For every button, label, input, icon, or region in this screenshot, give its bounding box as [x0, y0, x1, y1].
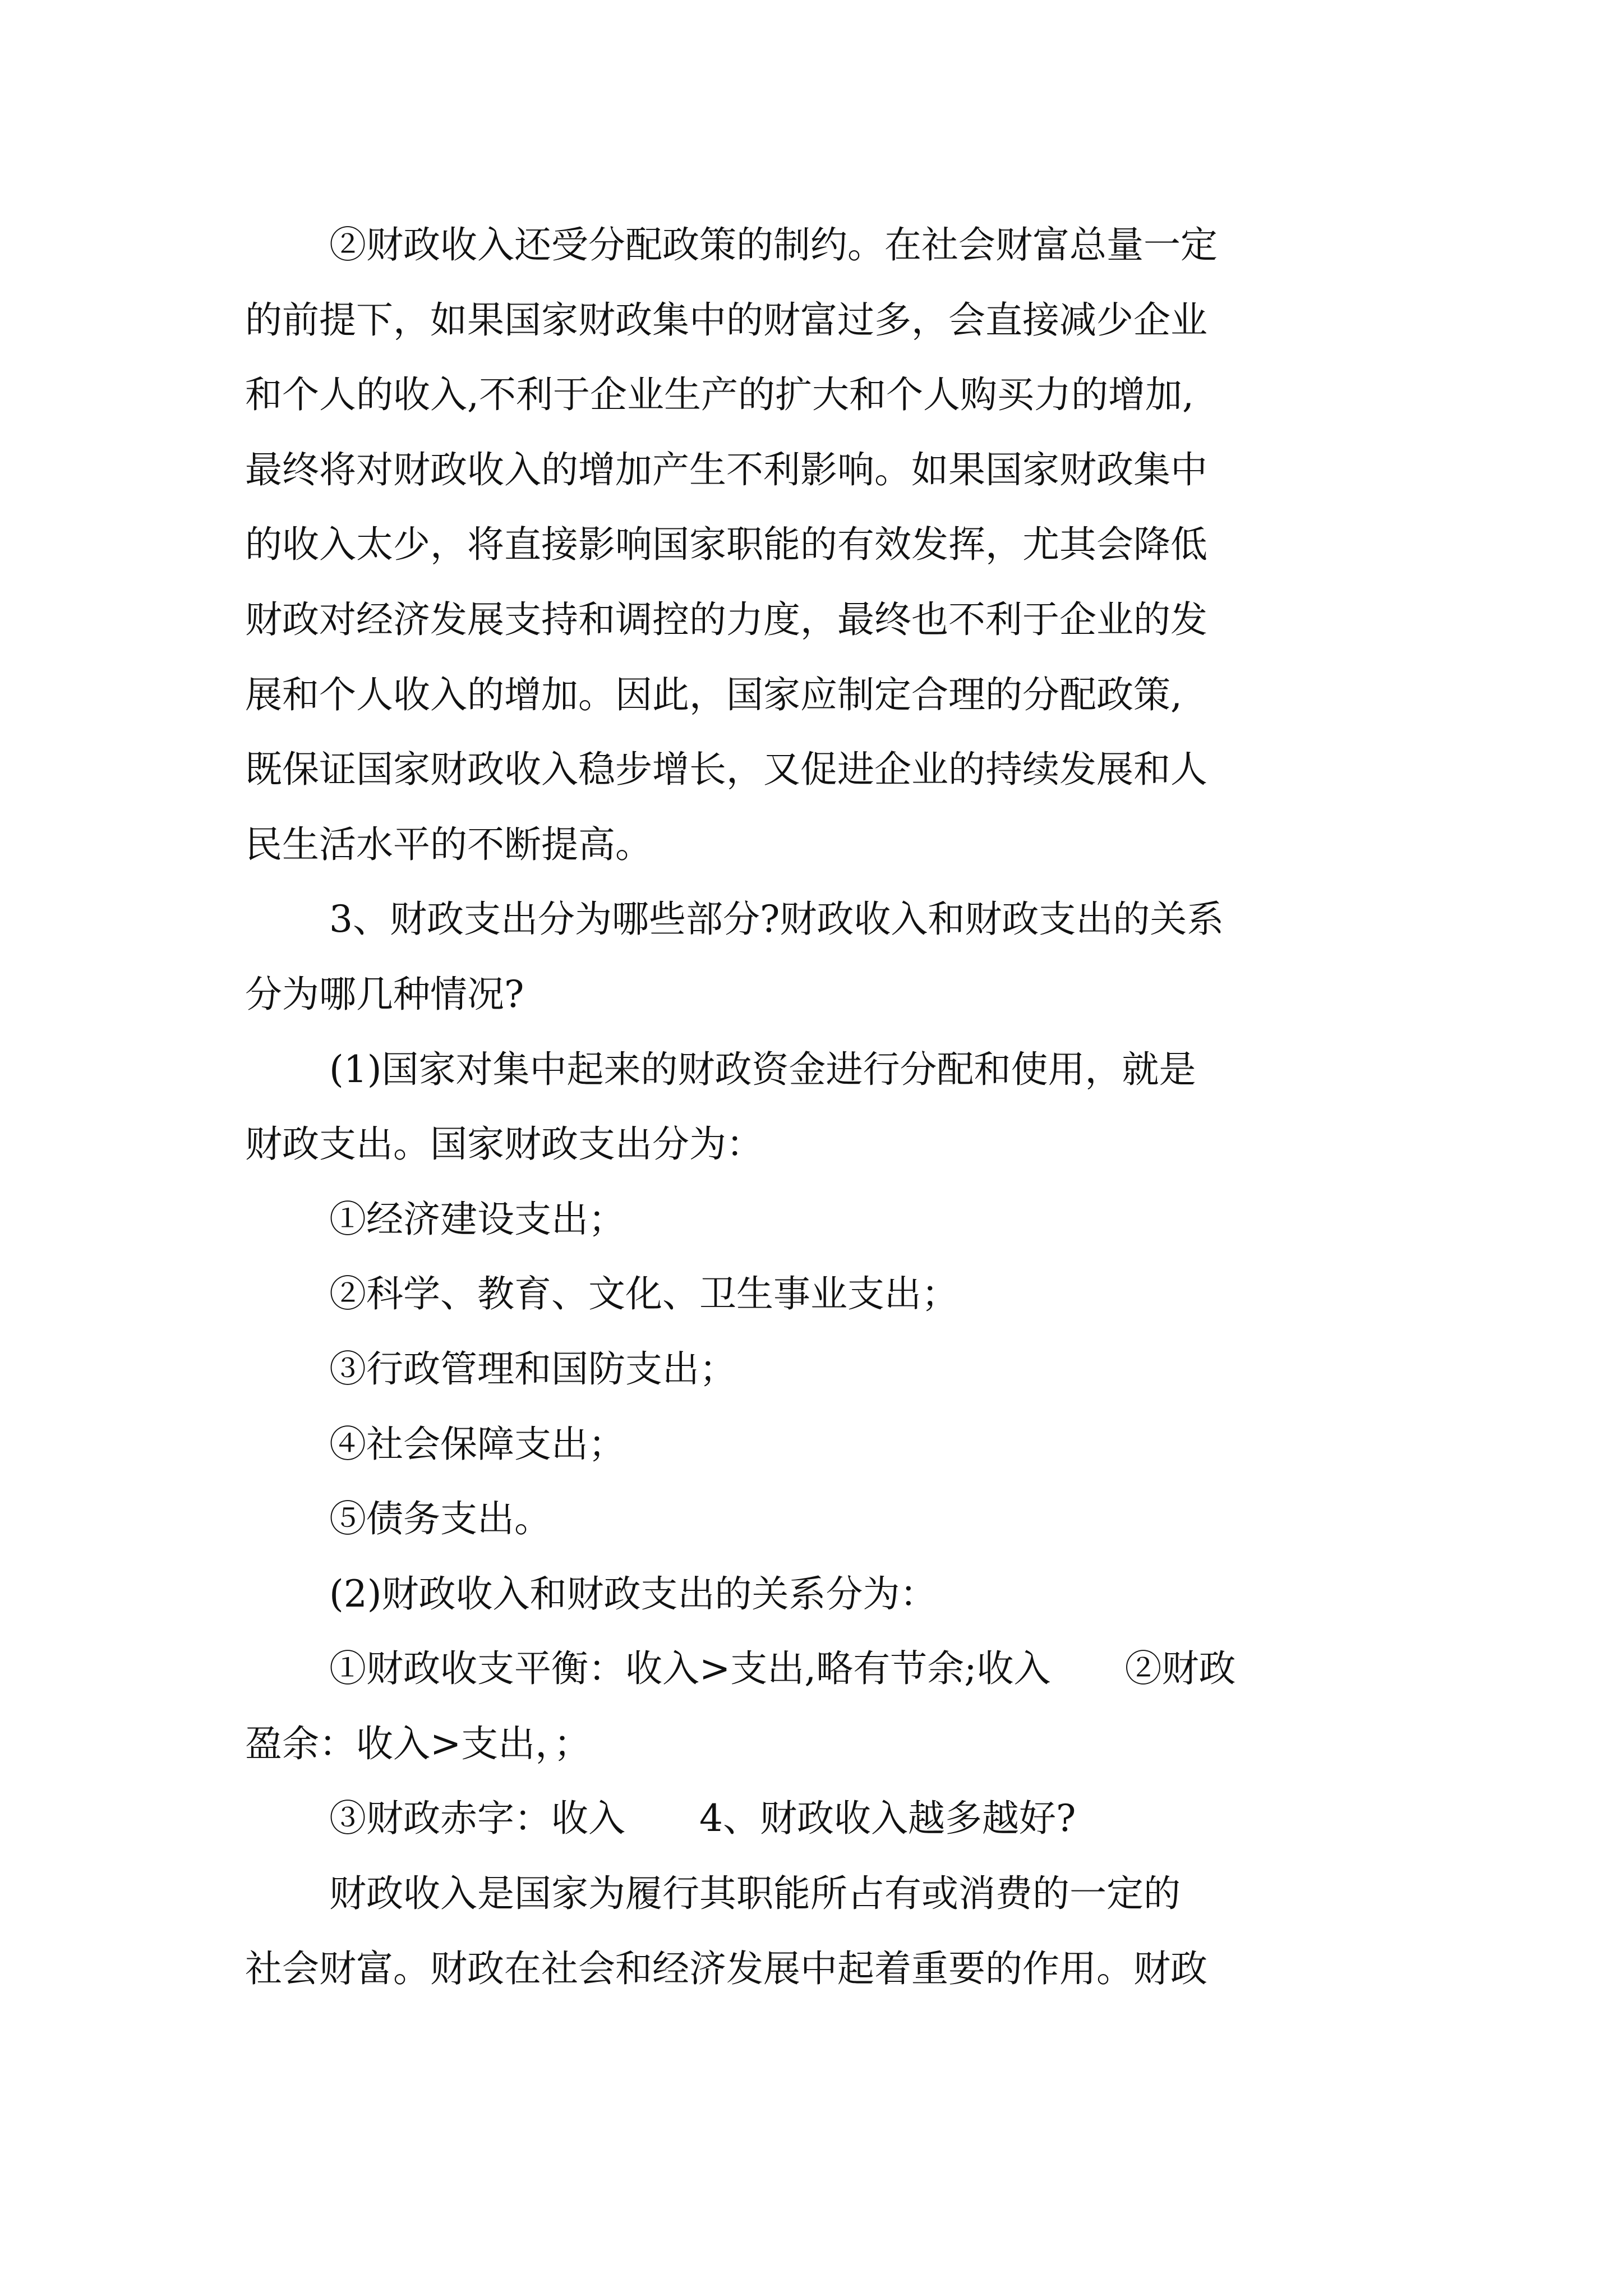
list-item: ①财政收支平衡：收入>支出,略有节余;收入 ②财政	[329, 1647, 1236, 1691]
list-item: ①经济建设支出；	[329, 1197, 625, 1241]
paragraph-line: 财政对经济发展支持和调控的力度，最终也不利于企业的发	[245, 597, 1207, 641]
question-heading: 3、财政支出分为哪些部分?财政收入和财政支出的关系	[329, 898, 1224, 941]
paragraph-line: 的前提下，如果国家财政集中的财富过多，会直接减少企业	[245, 298, 1207, 342]
paragraph-line: 财政支出。国家财政支出分为：	[245, 1122, 763, 1166]
document-body	[245, 208, 1378, 2006]
paragraph-line: (2)财政收入和财政支出的关系分为：	[329, 1572, 937, 1616]
paragraph-line: 和个人的收入,不利于企业生产的扩大和个人购买力的增加,	[245, 373, 1194, 417]
list-item: ②科学、教育、文化、卫生事业支出；	[329, 1272, 958, 1316]
paragraph-line: 财政收入是国家为履行其职能所占有或消费的一定的	[329, 1872, 1181, 1916]
list-item: ③行政管理和国防支出；	[329, 1347, 736, 1391]
paragraph-line: 展和个人收入的增加。因此，国家应制定合理的分配政策,	[245, 673, 1182, 716]
paragraph-line: 民生活水平的不断提高。	[245, 822, 652, 866]
paragraph-line: 社会财富。财政在社会和经济发展中起着重要的作用。财政	[245, 1947, 1207, 1990]
list-item: 盈余：收入>支出，；	[245, 1722, 591, 1765]
paragraph-line: ②财政收入还受分配政策的制约。在社会财富总量一定	[329, 223, 1218, 266]
paragraph-line: 最终将对财政收入的增加产生不利影响。如果国家财政集中	[245, 448, 1207, 491]
paragraph-line: 的收入太少，将直接影响国家职能的有效发挥，尤其会降低	[245, 523, 1207, 567]
paragraph-line: (1)国家对集中起来的财政资金进行分配和使用，就是	[329, 1047, 1196, 1091]
question-heading: 分为哪几种情况?	[245, 972, 524, 1016]
paragraph-line: 既保证国家财政收入稳步增长，又促进企业的持续发展和人	[245, 748, 1207, 792]
list-item: ⑤债务支出。	[329, 1497, 551, 1541]
list-item: ③财政赤字：收入 4、财政收入越多越好?	[329, 1797, 1076, 1841]
list-item: ④社会保障支出；	[329, 1422, 625, 1466]
